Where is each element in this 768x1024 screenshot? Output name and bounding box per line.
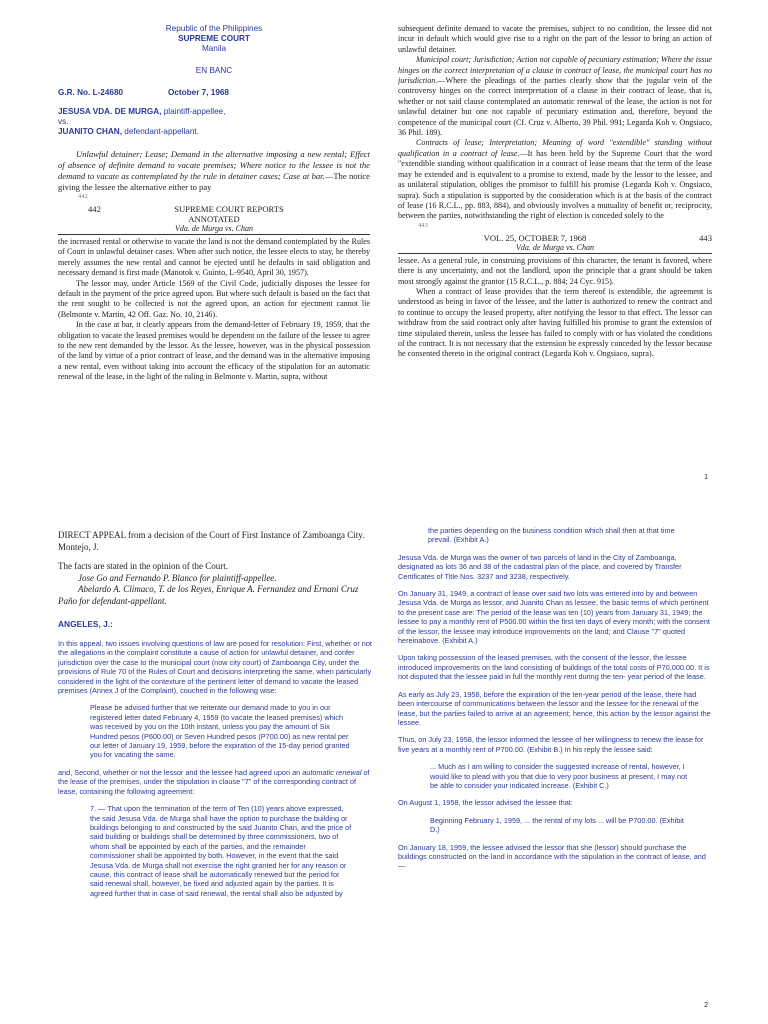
facts-paragraph-5: Thus, on July 23, 1958, the lessor informed the lessee of her willingness to renew the lease for five years at a monthly rent of P700.00. (Exhibit B.) In his reply the lessee said: [398, 735, 704, 754]
facts-paragraph-7: On January 18, 1959, the lessee advised the lessor that she (lessor) should purchase the buildings constructed on the land in accordance with the stipulation in the contract of lease, and — [398, 842, 706, 871]
syllabus-1-headnote: Unlawful detainer; Lease; Demand in the alternative imposing a new rental; Effect of absence of definite demand to vacate premises; Where notice to the lessee is not the demand to vacate as contemplated by the rule in detainer cases; Case at bar. [58, 149, 370, 181]
right-paragraph-4: lessee. As a general rule, in construing provisions of this character, the tenant is favored, where there is any uncertainty, and not the landlord, upon the principle that a grant should be taken most strongly against the grantor (15 R.C.L., p. 884; 24 Cyc. 915). [398, 255, 712, 286]
appellee-name: JESUSA VDA. DE MURGA, [58, 107, 162, 116]
page1-left-column [58, 24, 370, 512]
right-paragraph-5: When a contract of lease provides that the term thereof is extendible, the agreement is understood as being in favor of the lessee, and the latter is authorized to renew the contract and to continue to occupy the leased property, after notifying the lessor to that effect. The lessor can withdraw from the said contract only after having fulfilled his promise to grant the extension of time stipulated therein, unless the lessee has failed to comply with or has violated the conditions of the contract. It is not necessary that the extension be expressly conceded by the lessor because he consented thereto in the original contract (Legarda Koh v. Ongsiaco, supra). [398, 286, 712, 359]
exhibit-c-quote: ... Much as I am willing to consider the suggested increase of rental, however, I would like to plead with you that due to very poor business at present, I may not be able to consider your indicated increase. (Exhibit C.) [430, 762, 688, 790]
page-number-2: 2 [704, 1002, 708, 1009]
counsel-appellee [58, 573, 372, 585]
document-page-2 [0, 512, 768, 1024]
running-subtitle: ANNOTATED [188, 214, 240, 224]
right-paragraph-3-text: —It has been held by the Supreme Court that the word "extendible standing without qualification in a contract of lease means that the term of the lease may be extended and is equivalent to a promise to extend, made by the lessor to the lessee, and as unilateral stipulation, obliges the promisor to fulfill his promise (Legarda Koh v. Ongsiaco, supra). Such a stipulation is supported by the consideration which is at the basis of the contract of lease (16 R.C.L., pp. 883, 884), and obviously involves a mutuality of benefit or, reciprocity, between the parties, notwithstanding the right of election is conceded solely to the [398, 148, 712, 221]
en-banc-label: EN BANC [195, 66, 233, 75]
opinion-right-text [398, 526, 712, 871]
court-header [58, 24, 370, 76]
left-paragraph-2: The lessor may, under Article 1569 of the Civil Code, judicially disposes the lessee for default in the payment of the price agreed upon. But where such default is based on the fact that the rent sought to be collected is not the agreed upon, an action for ejectment cannot lie (Belmonte v. Martin, 42 Off. Gaz. No. 10, 2146). [58, 278, 370, 319]
republic-line: Republic of the Philippines [165, 24, 263, 33]
opinion-left-text [58, 639, 372, 898]
left-paragraph-1: the increased rental or otherwise to vacate the land is not the demand contemplated by the Rules of Court in unlawful detainer cases. When after such notice, the lessee elects to stay, he thereby merely assumes the new rental and cannot be ejected until he defaults in said obligation and necessary demand is first made (Manotok v. Guinto, L-9540, April 30, 1957). [58, 237, 370, 278]
facts-line: The facts are stated in the opinion of the Court. [58, 561, 228, 571]
exhibit-d-quote: Beginning February 1, 1959, ... the rental of my lots ... will be P700.00. (Exhibit D.) [430, 815, 684, 835]
running-page-number-right: 443 [699, 232, 712, 243]
opinion-paragraph-2 [58, 768, 372, 796]
opinion-paragraph-1: In this appeal, two issues involving questions of law are posed for resolution: First, whether or not the allegations in the complaint constitute a cause of action for unlawful detainer, and confer jurisdiction over the case to the municipal court (now city court) of Zamboanga City, under the provisions of Rule 70 of the Rules of Court and decisions interpreting the same, when particularly considered in the light of the contexture of the pertinent letter of demand to vacate the leased premises (Annex J of the Complaint), couched in the following wise: [58, 639, 372, 696]
page1-right-column [398, 24, 712, 512]
facts-paragraph-1: Jesusa Vda. de Murga was the owner of two parcels of land in the City of Zamboanga, designated as lots 36 and 38 of the cadastral plan of the place, and covered by Transfer Certificates of Title Nos. 3237 and 3238, respectively. [398, 552, 682, 581]
parties-block [58, 107, 370, 137]
right-paragraph-3-headnote: Contracts of lease; Interpretation; Meaning of word "extendible" standing without qualification in a contract of lease. [398, 138, 712, 158]
page2-left-column [58, 530, 372, 1020]
court-name: SUPREME COURT [178, 34, 250, 43]
gr-number: G.R. No. L-24680 [58, 88, 124, 97]
opinion-paragraph-2-a: and, Second, whether or not the lessor and the lessee had agreed upon an [58, 767, 303, 777]
running-header-442 [58, 204, 370, 214]
counsel-appellant-text: Abelardo A. Climaco, T. de los Reyes, Enrique A. Fernandez and Ernani Cruz Paño for defendant-appellant. [58, 584, 359, 606]
court-city: Manila [201, 44, 227, 53]
running-page-number: 442 [88, 204, 101, 214]
syllabus-1-text: —The notice giving the lessee the alternative either to pay [58, 171, 370, 192]
running-volume: VOL. 25, OCTOBER 7, 1968 [483, 232, 587, 243]
syllabus-paragraph-1 [58, 149, 370, 193]
direct-appeal-line: DIRECT APPEAL from a decision of the Court of First Instance of Zamboanga City. Montejo, J. [58, 530, 365, 552]
appellee-role: plaintiff-appellee, [161, 107, 226, 116]
facts-paragraph-4: As early as July 23, 1958, before the expiration of the ten-year period of the lease, there had been intercourse of communications between the lessor and the lessee for the renewal of the lease, but the parties failed to arrive at an agreement; hence, this action by the lessor against the lessee. [398, 689, 711, 727]
page-marker-442: 442 [78, 193, 88, 200]
clause-7-continuation: the parties depending on the business condition which shall then at that time prevail. (Exhibit A.) [428, 526, 675, 545]
case-caption: Vda. de Murga vs. Chan [58, 224, 370, 235]
facts-paragraph-6: On August 1, 1958, the lessor advised the lessee that: [398, 798, 573, 808]
case-caption-right: Vda. de Murga vs. Chan [398, 243, 712, 254]
opinion-paragraph-2-c: of the lease of the premises, under the stipulation in clause "7" of the corresponding contract of lease, containing the following agreement: [58, 767, 370, 796]
appellant-role: defendant-appellant. [122, 127, 199, 136]
right-paragraph-3 [398, 138, 712, 221]
appellant-name: JUANITO CHAN, [58, 127, 122, 136]
page2-right-column [398, 526, 712, 1020]
ponente-label: ANGELES, J.: [58, 619, 113, 629]
case-number-line [58, 88, 370, 97]
page-marker-443: 443 [418, 221, 428, 229]
running-header-443 [398, 233, 712, 243]
counsel-appellee-text: Jose Go and Fernando P. Blanco for plaintiff-appellee. [78, 572, 277, 583]
page-number-1: 1 [704, 474, 708, 481]
right-paragraph-2 [398, 55, 712, 138]
right-paragraph-2-text: —Where the pleadings of the parties clearly show that the jugular vein of the controversy hinges on the correct interpretation of a clause in their contract of lease, that is, whether or not said clause contemplated an automatic renewal of the lease, the action is not for unlawful detainer but one not capable of pecuniary estimation and, therefore, beyond the competence of the municipal court (Cf. Cruz v. Alberto, 39 Phil. 991; Legarda Koh v. Ongsiaco, 36 Phil. 189). [398, 76, 712, 138]
clause-7-quote: 7. — That upon the termination of the term of Ten (10) years above expressed, the said Jesusa Vda. de Murga shall have the option to purchase the building or buildings belonging to and constructed by the said Juanito Chan, and the price of said building or buildings shall be determined by three commissioners, two of whom shall be appointed by each of the parties, and the remainder commissioner shall be appointed by both. However, in the event that the said Jesusa Vda. de Murga shall not exercise the right granted her for any reason or cause, this contract of lease shall be automatically renewed but the period for said renewal shall, however, be fixed and adjusted again by the parties. It is agreed further that in case of said renewal, the rental shall also be adjusted by [90, 804, 352, 898]
counsel-appellant [58, 584, 372, 607]
left-paragraph-3: In the case at bar, it clearly appears from the demand-letter of February 19, 1959, that the obligation to vacate the leased premises would be dependent on the failure of the lessee to agree to the new rent demanded by the lessor. As the lessee, however, was in the physical possession of the land by virtue of a prior contract of lease, and the demand was in the alternative imposing a new rental, even without taking into account the efficacy of the stipulation for an automatic renewal of the lease, in the light of the ruling in Belmonte v. Martin, supra, without [58, 320, 370, 382]
demand-letter-quote: Please be advised further that we reiterate our demand made to you in our registered letter dated February 4, 1959 (to vacate the leased premises) which was received by you on the 10th instant, unless you pay the amount of Six Hundred pesos (P600.00) or Seven Hundred pesos (P700.00) as new rental per our letter of January 19, 1959, before the expiration of the 15-day period granted you for vacating the same. [90, 703, 350, 760]
facts-paragraph-3: Upon taking possession of the leased premises, with the consent of the lessor, the lessee introduced improvements on the land consisting of buildings of the total costs of P70,000.00. It is not disputed that the lessee paid in full the monthly rent during the ten- year period of the lease. [398, 653, 710, 682]
automatic-renewal-term: automatic renewal [302, 767, 362, 777]
right-paragraph-2-headnote: Municipal court; Jurisdiction; Action not capable of pecuniary estimation; Where the issue hinges on the correct interpretation of a clause in contract of lease, the municipal court has no jurisdiction. [398, 55, 712, 86]
versus-label: vs. [58, 117, 69, 126]
running-title: SUPREME COURT REPORTS [174, 204, 284, 214]
gr-date: October 7, 1968 [168, 88, 229, 97]
facts-paragraph-2: On January 31, 1949, a contract of lease over said two lots was entered into by and between Jesusa Vda. de Murga as lessor, and Juanito Chan as lessee, the basic terms of which pertinent to the present case are: The period of the lease was ten (10) years from January 31, 1949; the lessee to pay a monthly rent of P500.00 within the first ten days of every month; with the consent of the lessor, the lessee may introduce improvements on the land; and Clause "7" quoted hereinabove. (Exhibit A.) [398, 589, 710, 646]
right-paragraph-1: subsequent definite demand to vacate the premises, subject to no condition, the lessee did not incur in default which would give rise to a right on the part of the lessor to bring an action of unlawful detainer. [398, 24, 712, 54]
